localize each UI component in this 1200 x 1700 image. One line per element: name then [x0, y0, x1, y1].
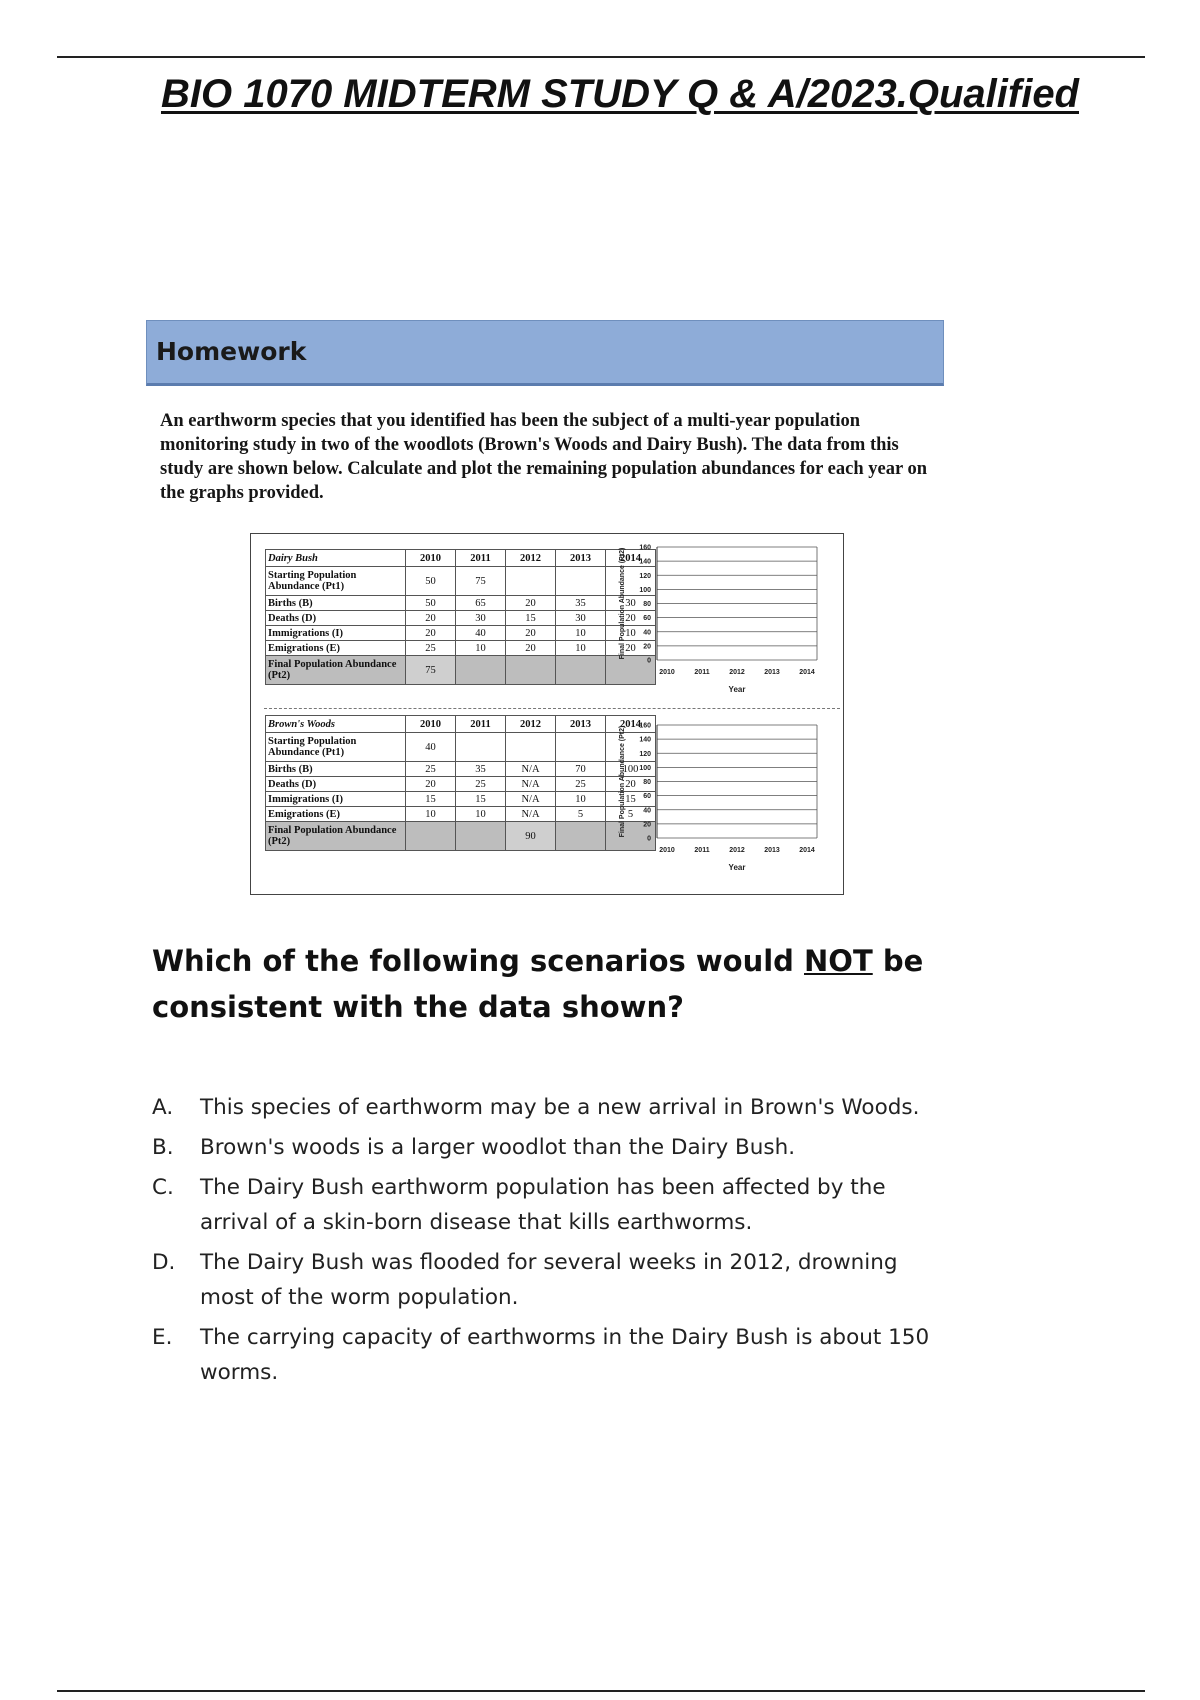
table-cell: 50	[406, 567, 456, 596]
table-cell: 20	[506, 641, 556, 656]
option-a[interactable]	[152, 1090, 952, 1125]
table-cell	[556, 733, 606, 762]
y-tick-label: 80	[643, 601, 651, 608]
table-cell: 15	[506, 611, 556, 626]
homework-instructions: An earthworm species that you identified has been the subject of a multi-year population monitoring study in two of the woodlots (Brown's Woods and Dairy Bush). The data from this study are shown below. Calculate and plot the remaining population abundances for each year on the graphs provided.	[160, 411, 928, 503]
table-cell: 75	[406, 656, 456, 685]
option-letter: A.	[152, 1095, 174, 1120]
x-tick-label: 2011	[694, 669, 710, 676]
option-text: Brown's woods is a larger woodlot than the Dairy Bush.	[200, 1135, 796, 1160]
table-cell	[506, 567, 556, 596]
table-cell: 40	[456, 626, 506, 641]
table-header-row	[266, 550, 656, 567]
table-cell: N/A	[506, 777, 556, 792]
table-row	[266, 822, 656, 851]
table-cell	[506, 656, 556, 685]
dairy-bush-graph	[615, 538, 835, 696]
y-tick-label: 140	[639, 736, 651, 744]
table-cell: 25	[456, 777, 506, 792]
table-cell	[406, 822, 456, 851]
x-tick-label: 2012	[729, 847, 745, 854]
table-cell: 5	[606, 807, 656, 822]
option-c[interactable]	[152, 1170, 952, 1240]
table-cell	[556, 822, 606, 851]
option-letter: B.	[152, 1135, 174, 1160]
table-cell: 10	[606, 626, 656, 641]
table-row	[266, 733, 656, 762]
table-row	[266, 626, 656, 641]
document-title: BIO 1070 MIDTERM STUDY Q & A/2023.Qualified	[160, 72, 1079, 116]
browns-woods-graph	[615, 716, 835, 874]
row-label: Starting Population Abundance (Pt1)	[266, 567, 406, 596]
table-cell: N/A	[506, 792, 556, 807]
table-row	[266, 777, 656, 792]
table-name: Brown's Woods	[266, 716, 406, 733]
x-tick-label: 2010	[659, 669, 675, 676]
table-cell	[456, 822, 506, 851]
option-e[interactable]	[152, 1320, 952, 1390]
year-header: 2011	[456, 716, 506, 733]
option-letter: C.	[152, 1175, 174, 1200]
option-text: This species of earthworm may be a new arrival in Brown's Woods.	[200, 1095, 920, 1120]
table-cell: 65	[456, 596, 506, 611]
x-tick-label: 2010	[659, 847, 675, 854]
y-tick-label: 60	[643, 615, 651, 623]
table-cell: 25	[406, 641, 456, 656]
table-cell: 20	[406, 777, 456, 792]
table-cell: 15	[456, 792, 506, 807]
row-label: Final Population Abundance (Pt2)	[266, 822, 406, 851]
table-cell: 20	[406, 626, 456, 641]
option-d[interactable]	[152, 1245, 952, 1315]
table-cell: 30	[456, 611, 506, 626]
table-header-row	[266, 716, 656, 733]
year-header: 2014	[606, 550, 656, 567]
row-label: Immigrations (I)	[266, 626, 406, 641]
table-cell: 35	[556, 596, 606, 611]
table-cell: 20	[406, 611, 456, 626]
table-cell: 10	[456, 807, 506, 822]
table-cell: 15	[406, 792, 456, 807]
homework-banner	[146, 320, 944, 386]
table-cell: 100	[606, 762, 656, 777]
row-label: Births (B)	[266, 596, 406, 611]
table-cell: 5	[556, 807, 606, 822]
y-tick-label: 60	[643, 793, 651, 801]
table-cell: 70	[556, 762, 606, 777]
y-tick-label: 120	[639, 572, 651, 580]
table-cell: 75	[456, 567, 506, 596]
option-b[interactable]	[152, 1130, 952, 1165]
table-row	[266, 611, 656, 626]
table-cell: 25	[556, 777, 606, 792]
table-cell: 10	[406, 807, 456, 822]
row-label: Emigrations (E)	[266, 641, 406, 656]
table-cell	[506, 733, 556, 762]
table-row	[266, 792, 656, 807]
table-cell	[556, 656, 606, 685]
y-tick-label: 140	[639, 558, 651, 566]
table-cell: 20	[506, 596, 556, 611]
table-cell: 10	[556, 792, 606, 807]
table-cell	[556, 567, 606, 596]
bottom-rule	[57, 1690, 1145, 1692]
question-text	[152, 938, 932, 1030]
year-header: 2012	[506, 716, 556, 733]
table-cell: 35	[456, 762, 506, 777]
y-axis-label: Final Population Abundance (Pt2)	[619, 547, 626, 660]
option-text: The Dairy Bush earthworm population has been affected by the arrival of a skin-born disease that kills earthworms.	[200, 1175, 886, 1235]
option-text: The Dairy Bush was flooded for several weeks in 2012, drowning most of the worm population.	[200, 1250, 898, 1310]
question-part: be consistent with the data shown?	[152, 944, 924, 1024]
top-rule	[57, 56, 1145, 58]
table-name: Dairy Bush	[266, 550, 406, 567]
option-letter: D.	[152, 1250, 176, 1275]
year-header: 2014	[606, 716, 656, 733]
row-label: Deaths (D)	[266, 611, 406, 626]
y-tick-label: 20	[643, 821, 651, 829]
x-tick-label: 2013	[764, 847, 780, 854]
table-cell: 20	[506, 626, 556, 641]
dairy-bush-table	[265, 549, 656, 685]
table-row	[266, 656, 656, 685]
y-tick-label: 80	[643, 779, 651, 786]
y-tick-label: 100	[639, 586, 651, 594]
row-label: Immigrations (I)	[266, 792, 406, 807]
table-cell: 15	[606, 792, 656, 807]
x-tick-label: 2013	[764, 669, 780, 676]
question-emphasis: NOT	[804, 944, 873, 978]
y-tick-label: 0	[647, 657, 651, 665]
row-label: Deaths (D)	[266, 777, 406, 792]
y-axis-label: Final Population Abundance (Pt2)	[619, 725, 626, 838]
table-row	[266, 596, 656, 611]
y-tick-label: 160	[639, 722, 651, 730]
y-tick-label: 40	[643, 629, 651, 637]
year-header: 2013	[556, 550, 606, 567]
browns-woods-table	[265, 715, 656, 851]
table-cell: 50	[406, 596, 456, 611]
row-label: Starting Population Abundance (Pt1)	[266, 733, 406, 762]
table-cell: 20	[606, 641, 656, 656]
table-row	[266, 762, 656, 777]
x-tick-label: 2014	[799, 669, 815, 676]
x-tick-label: 2011	[694, 847, 710, 854]
table-cell: 20	[606, 777, 656, 792]
table-cell: N/A	[506, 762, 556, 777]
x-axis-label: Year	[728, 685, 746, 694]
year-header: 2010	[406, 550, 456, 567]
row-label: Final Population Abundance (Pt2)	[266, 656, 406, 685]
y-tick-label: 160	[639, 544, 651, 552]
table-cell: 30	[606, 596, 656, 611]
table-row	[266, 567, 656, 596]
table-cell: 25	[406, 762, 456, 777]
table-cell	[456, 656, 506, 685]
y-tick-label: 100	[639, 764, 651, 772]
table-cell: 10	[556, 641, 606, 656]
y-tick-label: 120	[639, 750, 651, 758]
year-header: 2011	[456, 550, 506, 567]
x-tick-label: 2012	[729, 669, 745, 676]
table-cell: 10	[456, 641, 506, 656]
table-cell: 10	[556, 626, 606, 641]
y-tick-label: 40	[643, 807, 651, 815]
table-cell: 20	[606, 611, 656, 626]
answer-options	[152, 1090, 952, 1395]
table-cell: 40	[406, 733, 456, 762]
year-header: 2010	[406, 716, 456, 733]
x-axis-label: Year	[728, 863, 746, 872]
year-header: 2013	[556, 716, 606, 733]
table-cell: 30	[556, 611, 606, 626]
option-letter: E.	[152, 1325, 173, 1350]
table-cell: 90	[506, 822, 556, 851]
homework-label: Homework	[156, 337, 307, 366]
table-row	[266, 641, 656, 656]
table-cell: N/A	[506, 807, 556, 822]
figure-divider	[264, 708, 840, 709]
table-row	[266, 807, 656, 822]
y-tick-label: 0	[647, 835, 651, 843]
year-header: 2012	[506, 550, 556, 567]
option-text: The carrying capacity of earthworms in the Dairy Bush is about 150 worms.	[200, 1325, 930, 1385]
y-tick-label: 20	[643, 643, 651, 651]
row-label: Emigrations (E)	[266, 807, 406, 822]
x-tick-label: 2014	[799, 847, 815, 854]
table-cell	[456, 733, 506, 762]
row-label: Births (B)	[266, 762, 406, 777]
question-part: Which of the following scenarios would	[152, 944, 805, 978]
data-figure	[250, 533, 844, 895]
